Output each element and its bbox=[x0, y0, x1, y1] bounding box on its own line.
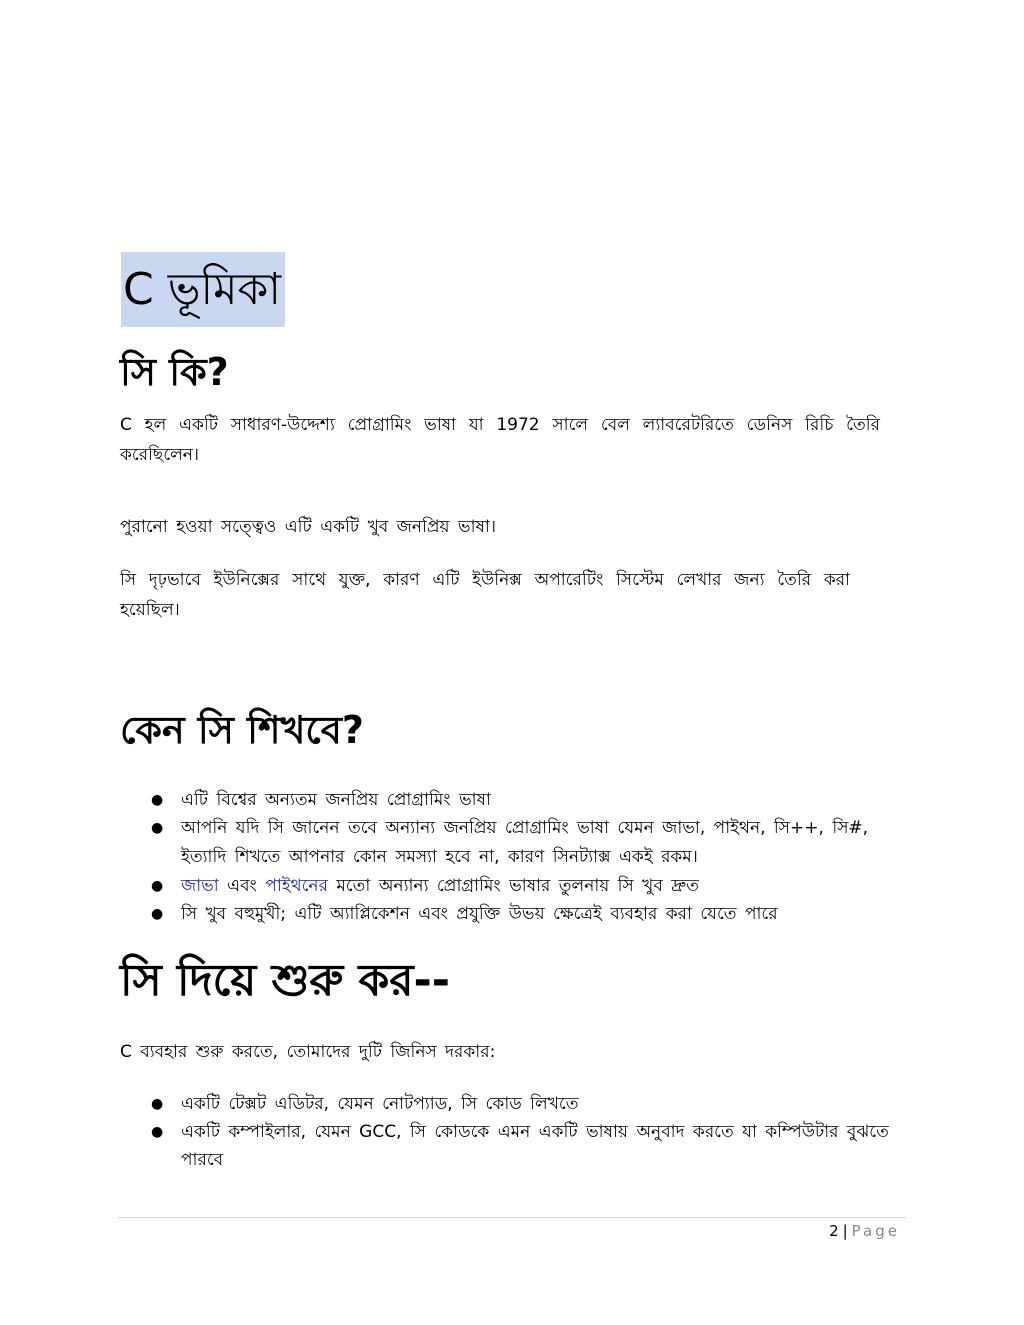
paragraph-unix: সি দৃঢ়ভাবে ইউনিক্সের সাথে যুক্ত, কারণ এটি ইউনিক্স অপারেটিং সিস্টেম লেখার জন্য তৈরি করা হয়েছিল। bbox=[120, 570, 850, 620]
heading-getting-started: সি দিয়ে শুরু কর-- bbox=[120, 955, 451, 1006]
heading-what-is-c: সি কি? bbox=[120, 350, 229, 394]
paragraph-definition: C হল একটি সাধারণ-উদ্দেশ্য প্রোগ্রামিং ভাষা যা 1972 সালে বেল ল্যাবরেটরিতে ডেনিস রিচি তৈরি করেছিলেন। bbox=[120, 415, 880, 465]
bullet-icon: ● bbox=[151, 792, 164, 808]
list-item-text: এবং bbox=[218, 876, 266, 896]
list-item bbox=[120, 900, 910, 928]
list-item-text: একটি টেক্সট এডিটর, যেমন নোটপ্যাড, সি কোড লিখতে bbox=[181, 1094, 579, 1114]
python-link[interactable]: পাইথনের bbox=[265, 876, 328, 896]
list-item-text: আপনি যদি সি জানেন তবে অন্যান্য জনপ্রিয় প্রোগ্রামিং ভাষা যেমন জাভা, পাইথন, সি++, সি#, ইত্যাদি শিখতে আপনার কোন সমস্যা হবে না, কারণ সিনট্যাক্স একই রকম। bbox=[181, 818, 869, 867]
list-item bbox=[120, 814, 871, 872]
list-item bbox=[120, 1090, 910, 1118]
java-link[interactable]: জাভা bbox=[181, 876, 219, 896]
list-item-text: মতো অন্যান্য প্রোগ্রামিং ভাষার তুলনায় সি খুব দ্রুত bbox=[327, 876, 699, 896]
list-item bbox=[120, 1118, 901, 1174]
bullet-icon: ● bbox=[151, 878, 164, 894]
why-learn-list bbox=[120, 786, 910, 928]
page-title: C ভূমিকা bbox=[121, 252, 285, 327]
list-item-text: এটি বিশ্বের অন্যতম জনপ্রিয় প্রোগ্রামিং ভাষা bbox=[181, 790, 491, 810]
page-label: Page bbox=[851, 1222, 900, 1240]
page-footer bbox=[829, 1222, 900, 1240]
bullet-icon: ● bbox=[151, 906, 164, 922]
bullet-icon: ● bbox=[151, 1096, 164, 1112]
paragraph-requirements: C ব্যবহার শুরু করতে, তোমাদের দুটি জিনিস দরকার: bbox=[120, 1042, 496, 1062]
bullet-icon: ● bbox=[151, 1124, 164, 1140]
list-item-text: একটি কম্পাইলার, যেমন GCC, সি কোডকে এমন একটি ভাষায় অনুবাদ করতে যা কম্পিউটার বুঝতে পারবে bbox=[181, 1122, 889, 1170]
list-item bbox=[120, 786, 910, 814]
list-item-text: সি খুব বহুমুখী; এটি অ্যাপ্লিকেশন এবং প্রযুক্তি উভয় ক্ষেত্রেই ব্যবহার করা যেতে পারে bbox=[181, 904, 778, 924]
footer-separator: | bbox=[842, 1222, 848, 1240]
bullet-icon: ● bbox=[151, 820, 164, 836]
paragraph-popularity: পুরানো হওয়া সত্ত্বেও এটি একটি খুব জনপ্রিয় ভাষা। bbox=[120, 517, 496, 537]
footer-divider bbox=[118, 1217, 906, 1218]
list-item bbox=[120, 872, 910, 900]
requirements-list bbox=[120, 1090, 910, 1174]
heading-why-learn-c: কেন সি শিখবে? bbox=[120, 708, 364, 752]
page-number: 2 bbox=[829, 1222, 839, 1240]
